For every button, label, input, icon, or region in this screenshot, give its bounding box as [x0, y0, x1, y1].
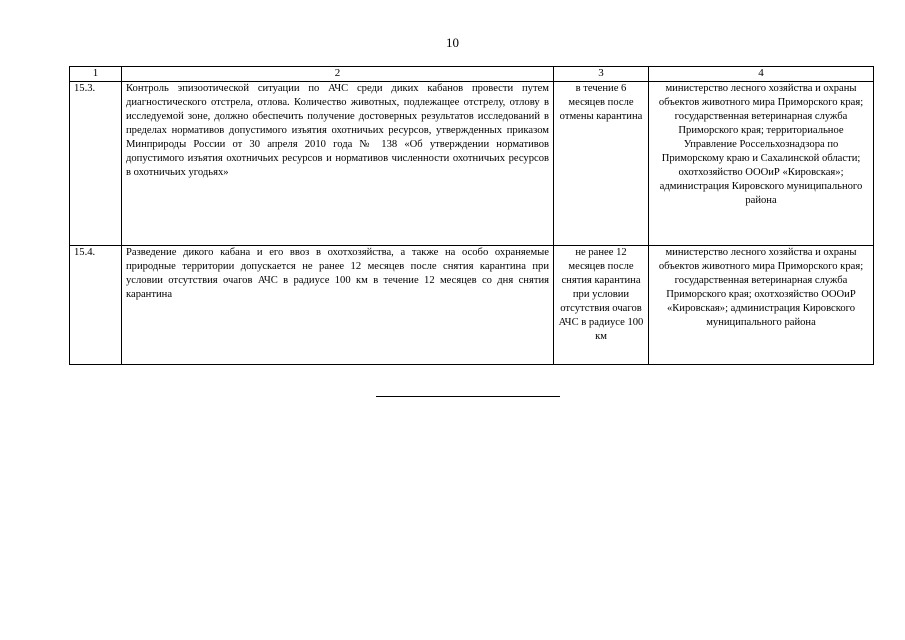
responsible-text: министерство лесного хозяйства и охраны объектов животного мира Приморского края; государственная ветеринарная служба Приморского края; охотхозяйство ОООиР «Кировская»; администрация Кировского муниципального района [649, 246, 874, 365]
end-divider-line [376, 396, 560, 397]
measure-text: Разведение дикого кабана и его ввоз в охотхозяйства, а также на особо охраняемые природные территории допускается не ранее 12 месяцев после снятия карантина при условии отсутствия очагов АЧС в радиусе 100 км в течение 12 месяцев со дня снятия карантина [122, 246, 554, 365]
measure-text: Контроль эпизоотической ситуации по АЧС среди диких кабанов провести путем диагностического отстрела, отлова. Количество животных, подлежащее отстрелу, отлову в исследуемой зоне, должно обеспечить получение достоверных результатов исследований в пределах нормативов допустимого изъятия охотничьих ресурсов, утвержденных приказом Минприроды России от 30 апреля 2010 года № 138 «Об утверждении нормативов допустимого изъятия охотничьих ресурсов и нормативов численности охотничьих ресурсов в охотничьих угодьях» [122, 82, 554, 246]
page-number: 10 [446, 35, 459, 50]
table-row [70, 82, 874, 246]
term-text: в течение 6 месяцев после отмены карантина [554, 82, 649, 246]
table-row [70, 246, 874, 365]
column-header-4: 4 [649, 67, 874, 82]
measures-table [69, 66, 874, 365]
column-header-3: 3 [554, 67, 649, 82]
row-number: 15.4. [70, 246, 122, 365]
term-text: не ранее 12 месяцев после снятия карантина при условии отсутствия очагов АЧС в радиусе 100 км [554, 246, 649, 365]
column-header-1: 1 [70, 67, 122, 82]
responsible-text: министерство лесного хозяйства и охраны объектов животного мира Приморского края; государственная ветеринарная служба Приморского края; территориальное Управление Россельхознадзора по Приморскому краю и Сахалинской области; охотхозяйство ОООиР «Кировская»; администрация Кировского муниципального района [649, 82, 874, 246]
column-header-2: 2 [122, 67, 554, 82]
row-number: 15.3. [70, 82, 122, 246]
table-header-row [70, 67, 874, 82]
